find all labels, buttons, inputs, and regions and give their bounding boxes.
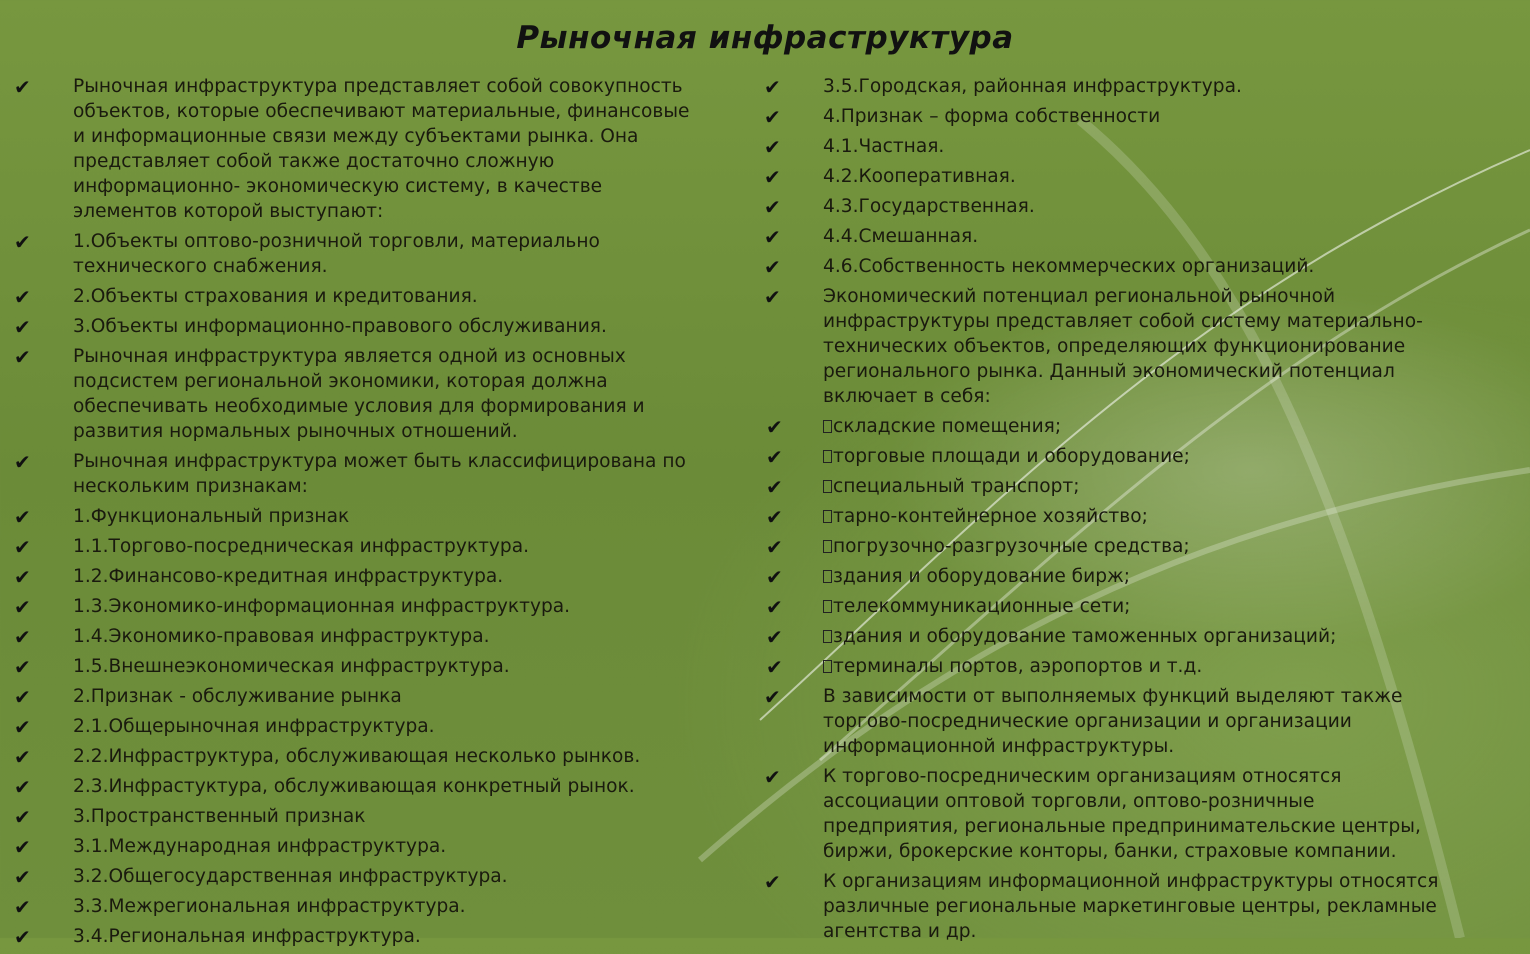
list-item-text: складские помещения; [833, 416, 1062, 437]
list-item-text: 4.3.Государственная. [823, 196, 1035, 217]
bullet-box-icon [823, 450, 832, 463]
list-item-text: терминалы портов, аэропортов и т.д. [833, 656, 1203, 677]
checkmark-icon: ✔ [14, 345, 31, 369]
bullet-box-icon [823, 660, 832, 673]
list-item-text: 3.Объекты информационно-правового обслуживания. [73, 316, 607, 337]
list-item-text: 1.4.Экономико-правовая инфраструктура. [73, 626, 490, 647]
checkmark-icon: ✔ [764, 135, 781, 159]
list-item [764, 504, 1514, 529]
checkmark-icon: ✔ [14, 595, 31, 619]
list-item-text: К организациям информационной инфраструктуры относятся различные региональные маркетинговые центры, рекламные агентства и др. [823, 871, 1439, 942]
list-item-text: Экономический потенциал региональной рыночной инфраструктуры представляет собой систему материально- технических объектов, определяющих функционирование регионального рынка. Данный экономический потенциал включает в себя: [823, 286, 1423, 407]
list-item-text: 3.4.Региональная инфраструктура. [73, 926, 421, 947]
list-item-text: 4.Признак – форма собственности [823, 106, 1161, 127]
list-item-text: 3.3.Межрегиональная инфраструктура. [73, 896, 466, 917]
list-item [14, 714, 754, 739]
list-item [764, 474, 1514, 499]
bullet-box-icon [823, 420, 832, 433]
list-item [14, 804, 754, 829]
list-item [14, 449, 754, 499]
list-item-text: 1.5.Внешнеэкономическая инфраструктура. [73, 656, 510, 677]
list-item-text: телекоммуникационные сети; [833, 596, 1131, 617]
list-item [14, 864, 754, 889]
list-item-text: 1.2.Финансово-кредитная инфраструктура. [73, 566, 504, 587]
checkmark-icon: ✔ [14, 505, 31, 529]
list-item-text: В зависимости от выполняемых функций выделяют также торгово-посреднические организации и организации информационной инфраструктуры. [823, 686, 1403, 757]
list-item-text: 3.1.Международная инфраструктура. [73, 836, 447, 857]
checkmark-icon: ✔ [764, 225, 781, 249]
list-item [14, 774, 754, 799]
list-item [764, 254, 1514, 279]
list-item-text: специальный транспорт; [833, 476, 1080, 497]
checkmark-icon: ✔ [766, 565, 783, 589]
checkmark-icon: ✔ [14, 895, 31, 919]
list-item-text: К торгово-посредническим организациям относятся ассоциации оптовой торговли, оптово-розничные предприятия, региональные предпринимательские центры, биржи, брокерские конторы, банки, страховые компании. [823, 766, 1421, 862]
right-column-list [764, 74, 1514, 949]
list-item-text: 3.Пространственный признак [73, 806, 366, 827]
list-item [14, 894, 754, 919]
checkmark-icon: ✔ [766, 415, 783, 439]
list-item [14, 654, 754, 679]
checkmark-icon: ✔ [14, 565, 31, 589]
list-item-text: здания и оборудование таможенных организаций; [833, 626, 1337, 647]
checkmark-icon: ✔ [14, 75, 31, 99]
checkmark-icon: ✔ [14, 285, 31, 309]
list-item-text: торговые площади и оборудование; [833, 446, 1190, 467]
bullet-box-icon [823, 570, 832, 583]
checkmark-icon: ✔ [766, 655, 783, 679]
page-title: Рыночная инфраструктура [516, 20, 1014, 56]
left-column-list [14, 74, 754, 954]
list-item [14, 534, 754, 559]
list-item-text: 4.1.Частная. [823, 136, 945, 157]
list-item [764, 594, 1514, 619]
checkmark-icon: ✔ [766, 475, 783, 499]
list-item-text: погрузочно-разгрузочные средства; [833, 536, 1190, 557]
list-item-text: 4.2.Кооперативная. [823, 166, 1016, 187]
list-item-text: здания и оборудование бирж; [833, 566, 1131, 587]
checkmark-icon: ✔ [14, 925, 31, 949]
list-item [14, 284, 754, 309]
list-item [764, 104, 1514, 129]
list-item-text: 1.1.Торгово-посредническая инфраструктура. [73, 536, 530, 557]
checkmark-icon: ✔ [766, 595, 783, 619]
list-item [764, 684, 1514, 759]
checkmark-icon: ✔ [766, 505, 783, 529]
checkmark-icon: ✔ [14, 535, 31, 559]
checkmark-icon: ✔ [14, 315, 31, 339]
checkmark-icon: ✔ [14, 775, 31, 799]
list-item [764, 564, 1514, 589]
list-item-text: 1.Объекты оптово-розничной торговли, материально технического снабжения. [73, 231, 600, 277]
checkmark-icon: ✔ [764, 870, 781, 894]
list-item [764, 134, 1514, 159]
list-item [14, 684, 754, 709]
checkmark-icon: ✔ [764, 165, 781, 189]
checkmark-icon: ✔ [14, 655, 31, 679]
list-item-text: тарно-контейнерное хозяйство; [833, 506, 1148, 527]
list-item [764, 534, 1514, 559]
list-item [764, 194, 1514, 219]
list-item [14, 74, 754, 224]
checkmark-icon: ✔ [764, 765, 781, 789]
checkmark-icon: ✔ [14, 745, 31, 769]
checkmark-icon: ✔ [764, 195, 781, 219]
list-item-text: 1.3.Экономико-информационная инфраструктура. [73, 596, 571, 617]
list-item-text: Рыночная инфраструктура является одной из основных подсистем региональной экономики, которая должна обеспечивать необходимые условия для формирования и развития нормальных рыночных отношений. [73, 346, 645, 442]
checkmark-icon: ✔ [764, 75, 781, 99]
list-item-text: Рыночная инфраструктура представляет собой совокупность объектов, которые обеспечивают материальные, финансовые и информационные связи между субъектами рынка. Она представляет собой также достаточно сложную информационно- экономическую систему, в качестве элементов которой выступают: [73, 76, 690, 222]
checkmark-icon: ✔ [766, 445, 783, 469]
list-item-text: 3.2.Общегосударственная инфраструктура. [73, 866, 508, 887]
list-item-text: 3.5.Городская, районная инфраструктура. [823, 76, 1242, 97]
checkmark-icon: ✔ [14, 835, 31, 859]
list-item [764, 654, 1514, 679]
list-item [14, 229, 754, 279]
checkmark-icon: ✔ [764, 685, 781, 709]
checkmark-icon: ✔ [764, 255, 781, 279]
checkmark-icon: ✔ [766, 535, 783, 559]
checkmark-icon: ✔ [14, 865, 31, 889]
checkmark-icon: ✔ [14, 685, 31, 709]
checkmark-icon: ✔ [14, 450, 31, 474]
list-item-text: 1.Функциональный признак [73, 506, 350, 527]
checkmark-icon: ✔ [14, 625, 31, 649]
list-item [14, 504, 754, 529]
list-item-text: 2.2.Инфраструктура, обслуживающая несколько рынков. [73, 746, 641, 767]
list-item [764, 74, 1514, 99]
list-item [764, 224, 1514, 249]
list-item [14, 564, 754, 589]
bullet-box-icon [823, 480, 832, 493]
list-item [764, 164, 1514, 189]
list-item [764, 764, 1514, 864]
list-item [14, 924, 754, 949]
bullet-box-icon [823, 510, 832, 523]
list-item [14, 834, 754, 859]
list-item-text: 2.3.Инфрастуктура, обслуживающая конкретный рынок. [73, 776, 635, 797]
checkmark-icon: ✔ [764, 105, 781, 129]
checkmark-icon: ✔ [14, 715, 31, 739]
list-item [14, 744, 754, 769]
checkmark-icon: ✔ [14, 805, 31, 829]
bullet-box-icon [823, 540, 832, 553]
list-item-text: 2.Объекты страхования и кредитования. [73, 286, 478, 307]
list-item [764, 284, 1514, 409]
list-item [14, 344, 754, 444]
list-item [764, 414, 1514, 439]
list-item [14, 594, 754, 619]
list-item [764, 444, 1514, 469]
list-item-text: Рыночная инфраструктура может быть классифицирована по нескольким признакам: [73, 451, 686, 497]
list-item-text: 2.Признак - обслуживание рынка [73, 686, 402, 707]
checkmark-icon: ✔ [766, 625, 783, 649]
list-item [764, 624, 1514, 649]
bullet-box-icon [823, 600, 832, 613]
checkmark-icon: ✔ [14, 230, 31, 254]
list-item [14, 624, 754, 649]
list-item [14, 314, 754, 339]
list-item-text: 4.6.Собственность некоммерческих организаций. [823, 256, 1315, 277]
checkmark-icon: ✔ [764, 285, 781, 309]
list-item-text: 4.4.Смешанная. [823, 226, 979, 247]
bullet-box-icon [823, 630, 832, 643]
list-item-text: 2.1.Общерыночная инфраструктура. [73, 716, 435, 737]
list-item [764, 869, 1514, 944]
